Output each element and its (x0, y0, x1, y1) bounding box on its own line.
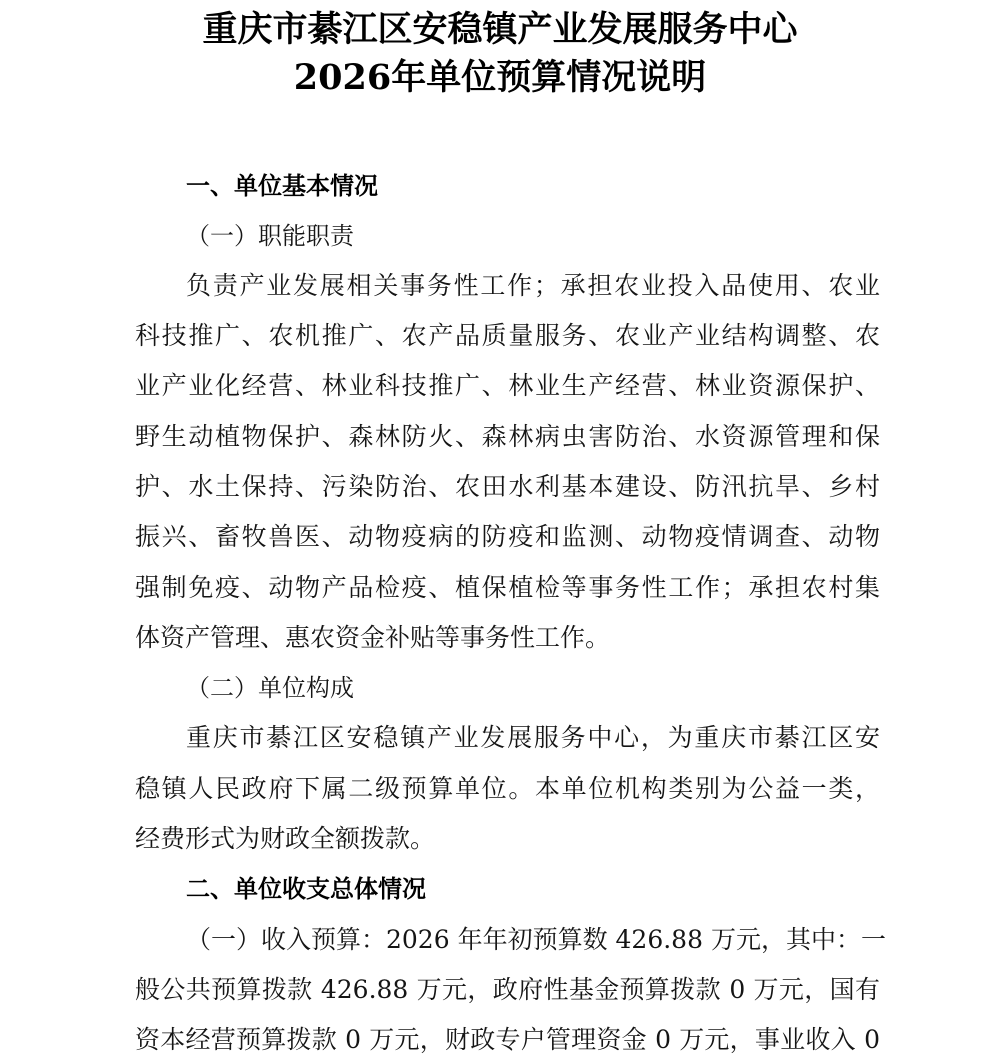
paragraph-line: 振兴、畜牧兽医、动物疫病的防疫和监测、动物疫情调查、动物 (135, 522, 880, 551)
paragraph-line: 体资产管理、惠农资金补贴等事务性工作。 (135, 623, 611, 652)
paragraph-line: 强制免疫、动物产品检疫、植保植检等事务性工作；承担农村集 (135, 573, 880, 602)
section-heading-basic-info: 一、单位基本情况 (186, 172, 378, 200)
section-heading-revenue-expenditure: 二、单位收支总体情况 (186, 875, 426, 903)
paragraph-line: 经费形式为财政全额拨款。 (135, 824, 436, 853)
document-title-line-2: 2026年单位预算情况说明 (293, 57, 707, 98)
subsection-heading-functions: （一）职能职责 (186, 222, 354, 250)
paragraph-line: 野生动植物保护、森林防火、森林病虫害防治、水资源管理和保 (135, 422, 880, 451)
paragraph-line: 稳镇人民政府下属二级预算单位。本单位机构类别为公益一类， (135, 774, 880, 803)
paragraph-line: 科技推广、农机推广、农产品质量服务、农业产业结构调整、农 (135, 321, 880, 350)
paragraph-line: 负责产业发展相关事务性工作；承担农业投入品使用、农业 (186, 271, 880, 300)
subsection-heading-composition: （二）单位构成 (186, 674, 354, 702)
paragraph-line: 重庆市綦江区安稳镇产业发展服务中心，为重庆市綦江区安 (186, 723, 880, 752)
paragraph-line: 资本经营预算拨款 0 万元，财政专户管理资金 0 万元，事业收入 0 (135, 1025, 880, 1054)
paragraph-line: 护、水土保持、污染防治、农田水利基本建设、防汛抗旱、乡村 (135, 472, 880, 501)
paragraph-line: 业产业化经营、林业科技推广、林业生产经营、林业资源保护、 (135, 371, 880, 400)
document-title-line-1: 重庆市綦江区安稳镇产业发展服务中心 (202, 9, 798, 50)
paragraph-line: （一）收入预算：2026 年年初预算数 426.88 万元，其中：一 (186, 925, 886, 954)
paragraph-line: 般公共预算拨款 426.88 万元，政府性基金预算拨款 0 万元，国有 (135, 975, 880, 1004)
